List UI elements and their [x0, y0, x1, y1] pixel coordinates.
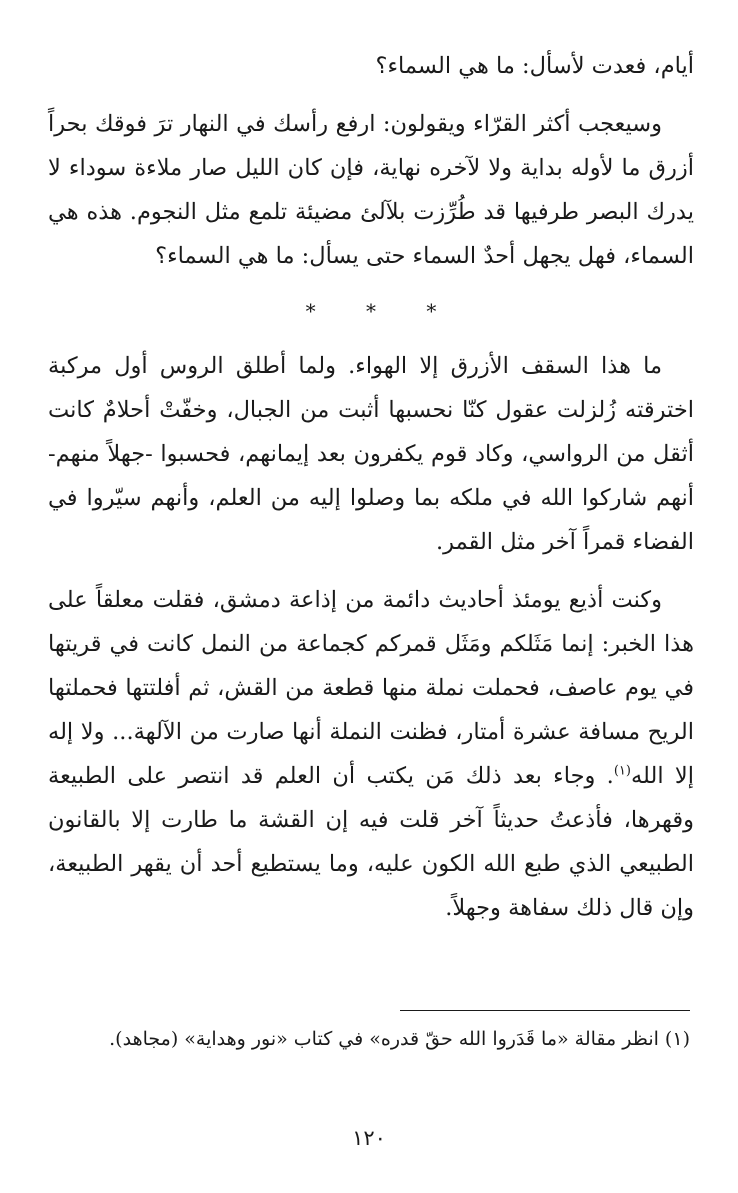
paragraph-4-text-b: . وجاء بعد ذلك مَن يكتب أن العلم قد انتصر على الطبيعة وقهرها، فأذعتُ حديثاً آخر قلت فيه إن القشة ما طارت إلا بالقانون الطبيعي الذي طبع الله الكون عليه، وما يستطيع أحد أن يقهر الطبيعة، وإن قال ذلك سفاهة وجهلاً.: [48, 763, 694, 921]
section-separator: * * *: [305, 299, 459, 323]
footnote: (١) انظر مقالة «ما قَدَروا الله حقّ قدره» في كتاب «نور وهداية» (مجاهد).: [109, 1028, 690, 1050]
paragraph-4-text-a: وكنت أذيع يومئذ أحاديث دائمة من إذاعة دمشق، فقلت معلقاً على هذا الخبر: إنما مَثَلكم ومَثَل قمركم كجماعة من النمل كانت في قريتها في يوم عاصف، فحملت نملة منها قطعة من القش، ثم أفلتتها فحملتها الريح مسافة عشرة أمتار، فظنت النملة أنها صارت من الآلهة... ولا إله إلا الله: [48, 587, 694, 789]
page-body: [48, 44, 694, 930]
footnote-marker: (١): [613, 763, 631, 779]
paragraph-4: [48, 578, 694, 930]
footnote-divider: [400, 1010, 690, 1011]
paragraph-1: أيام، فعدت لأسأل: ما هي السماء؟: [375, 53, 694, 79]
paragraph-2: وسيعجب أكثر القرّاء ويقولون: ارفع رأسك في النهار ترَ فوقك بحراً أزرق ما لأوله بداية ولا لآخره نهاية، فإن كان الليل صار ملاءة سوداء لا يدرك البصر طرفيها قد طُرِّزت بلآلئ مضيئة تلمع مثل النجوم. هذه هي السماء، فهل يجهل أحدٌ السماء حتى يسأل: ما هي السماء؟: [48, 111, 694, 269]
paragraph-3: ما هذا السقف الأزرق إلا الهواء. ولما أطلق الروس أول مركبة اخترقته زُلزلت عقول كنّا نحسبها أثبت من الجبال، وخفّتْ أحلامٌ كانت أثقل من الرواسي، وكاد قوم يكفرون بعد إيمانهم، فحسبوا -جهلاً منهم- أنهم شاركوا الله في ملكه بما وصلوا إليه من العلم، وأنهم سيّروا في الفضاء قمراً آخر مثل القمر.: [48, 353, 694, 555]
page-number: ١٢٠: [352, 1126, 386, 1150]
